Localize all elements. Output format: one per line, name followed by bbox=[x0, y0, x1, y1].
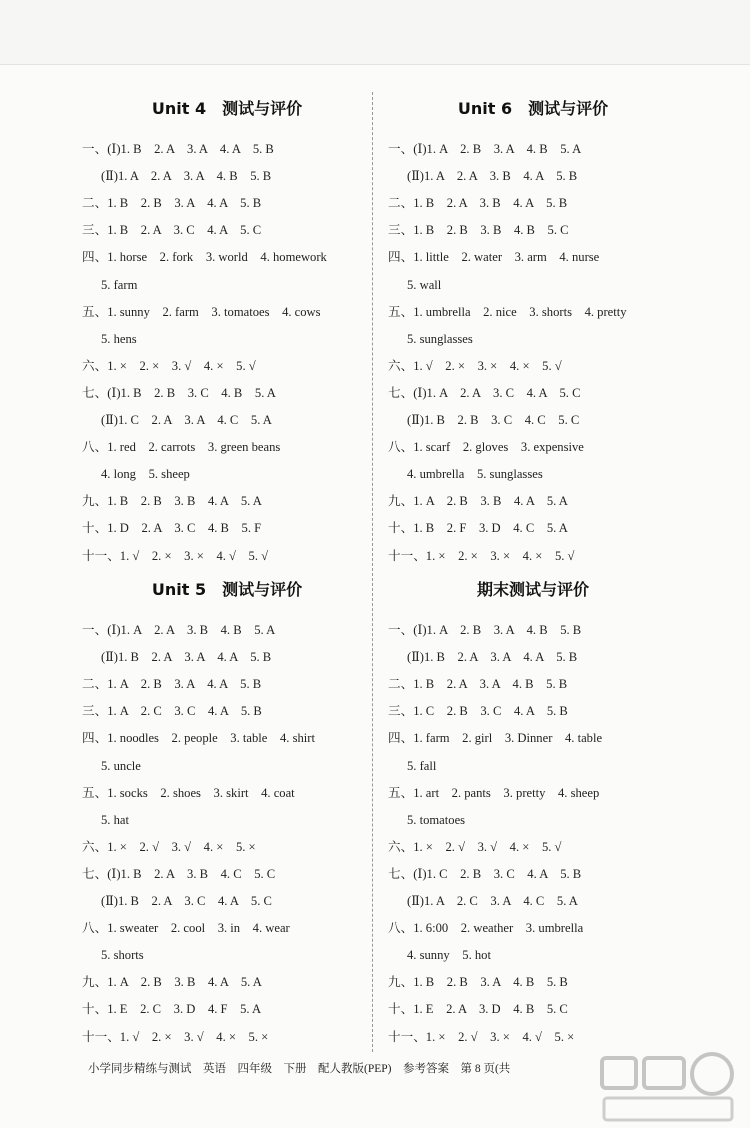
answer-line: (Ⅱ)1. B 2. A 3. A 4. A 5. B bbox=[101, 650, 272, 665]
answer-line: 八、1. sweater 2. cool 3. in 4. wear bbox=[82, 921, 290, 936]
answer-line: 十、1. B 2. F 3. D 4. C 5. A bbox=[388, 521, 568, 536]
answer-line: 五、1. umbrella 2. nice 3. shorts 4. pretty bbox=[388, 304, 627, 319]
answer-line: 5. farm bbox=[101, 277, 138, 292]
top-scan-band bbox=[0, 0, 750, 65]
answer-line: 七、(Ⅰ)1. B 2. A 3. B 4. C 5. C bbox=[82, 866, 276, 881]
answer-line: 一、(Ⅰ)1. A 2. A 3. B 4. B 5. A bbox=[82, 623, 276, 637]
answer-line: 四、1. farm 2. girl 3. Dinner 4. table bbox=[388, 731, 603, 746]
answer-line: 5. fall bbox=[407, 758, 437, 773]
answer-line: 五、1. art 2. pants 3. pretty 4. sheep bbox=[388, 785, 600, 800]
answer-line: 六、1. × 2. √ 3. √ 4. × 5. √ bbox=[388, 839, 562, 854]
answer-line: 4. sunny 5. hot bbox=[407, 948, 491, 963]
page-footer: 小学同步精练与测试 英语 四年级 下册 配人教版(PEP) 参考答案 第 8 页(共 bbox=[88, 1063, 511, 1075]
answer-line: 5. hens bbox=[101, 331, 137, 346]
answer-line: 七、(Ⅰ)1. A 2. A 3. C 4. A 5. C bbox=[388, 385, 581, 400]
column-divider bbox=[372, 92, 373, 1052]
answer-line: 5. shorts bbox=[101, 948, 144, 963]
answer-line: 四、1. horse 2. fork 3. world 4. homework bbox=[82, 250, 327, 265]
answer-line: 二、1. B 2. A 3. A 4. B 5. B bbox=[388, 677, 568, 692]
answer-line: 5. uncle bbox=[101, 758, 141, 773]
answer-line: 十、1. D 2. A 3. C 4. B 5. F bbox=[82, 521, 262, 536]
answer-line: 三、1. B 2. B 3. B 4. B 5. C bbox=[388, 223, 569, 238]
answer-line: 三、1. C 2. B 3. C 4. A 5. B bbox=[388, 704, 568, 719]
answer-line: 九、1. A 2. B 3. B 4. A 5. A bbox=[388, 494, 568, 509]
answer-line: 十一、1. × 2. × 3. × 4. × 5. √ bbox=[388, 548, 575, 563]
answer-line: 三、1. B 2. A 3. C 4. A 5. C bbox=[82, 223, 262, 238]
answer-line: 4. umbrella 5. sunglasses bbox=[407, 467, 543, 482]
answer-line: 5. wall bbox=[407, 277, 442, 292]
answer-line: (Ⅱ)1. A 2. A 3. B 4. A 5. B bbox=[407, 169, 578, 184]
answer-line: (Ⅱ)1. A 2. C 3. A 4. C 5. A bbox=[407, 894, 578, 908]
answer-line: 七、(Ⅰ)1. B 2. B 3. C 4. B 5. A bbox=[82, 385, 276, 400]
answer-line: 十一、1. √ 2. × 3. × 4. √ 5. √ bbox=[82, 548, 269, 563]
faint-header-mark bbox=[718, 24, 740, 47]
answer-line: (Ⅱ)1. C 2. A 3. A 4. C 5. A bbox=[101, 413, 272, 427]
answer-line: 八、1. red 2. carrots 3. green beans bbox=[82, 440, 281, 455]
answer-line: (Ⅱ)1. A 2. A 3. A 4. B 5. B bbox=[101, 169, 272, 184]
answer-line: 三、1. A 2. C 3. C 4. A 5. B bbox=[82, 704, 262, 719]
answer-line: 十一、1. √ 2. × 3. √ 4. × 5. × bbox=[82, 1029, 269, 1044]
answer-line: 九、1. B 2. B 3. A 4. B 5. B bbox=[388, 975, 568, 990]
answer-line: 5. sunglasses bbox=[407, 331, 473, 346]
answer-line: 八、1. 6:00 2. weather 3. umbrella bbox=[388, 921, 584, 936]
section-title: Unit 6 测试与评价 bbox=[457, 99, 609, 118]
answer-line: 十、1. E 2. A 3. D 4. B 5. C bbox=[388, 1002, 568, 1017]
answer-line: 九、1. A 2. B 3. B 4. A 5. A bbox=[82, 975, 262, 990]
answer-line: 一、(Ⅰ)1. B 2. A 3. A 4. A 5. B bbox=[82, 142, 274, 156]
answer-line: 四、1. little 2. water 3. arm 4. nurse bbox=[388, 250, 600, 265]
answer-line: 二、1. B 2. A 3. B 4. A 5. B bbox=[388, 196, 568, 211]
answer-line: 十、1. E 2. C 3. D 4. F 5. A bbox=[82, 1002, 262, 1017]
answer-line: 七、(Ⅰ)1. C 2. B 3. C 4. A 5. B bbox=[388, 866, 582, 881]
answer-line: 4. long 5. sheep bbox=[101, 467, 190, 482]
answer-line: (Ⅱ)1. B 2. A 3. C 4. A 5. C bbox=[101, 894, 272, 908]
answer-line: 五、1. sunny 2. farm 3. tomatoes 4. cows bbox=[82, 304, 321, 319]
answer-line: 六、1. × 2. × 3. √ 4. × 5. √ bbox=[82, 358, 256, 373]
answer-line: 八、1. scarf 2. gloves 3. expensive bbox=[388, 440, 584, 455]
answer-line: 六、1. √ 2. × 3. × 4. × 5. √ bbox=[388, 358, 562, 373]
answer-line: 十一、1. × 2. √ 3. × 4. √ 5. × bbox=[388, 1029, 575, 1044]
answer-line: 一、(Ⅰ)1. A 2. B 3. A 4. B 5. A bbox=[388, 142, 582, 156]
answer-line: 5. tomatoes bbox=[407, 812, 466, 827]
answer-line: (Ⅱ)1. B 2. A 3. A 4. A 5. B bbox=[407, 650, 578, 665]
answer-line: 六、1. × 2. √ 3. √ 4. × 5. × bbox=[82, 839, 256, 854]
answer-line: 5. hat bbox=[101, 812, 129, 827]
answer-line: 一、(Ⅰ)1. A 2. B 3. A 4. B 5. B bbox=[388, 623, 582, 637]
watermark-logo bbox=[592, 1048, 742, 1126]
answer-line: 四、1. noodles 2. people 3. table 4. shirt bbox=[82, 731, 315, 746]
answer-line: 九、1. B 2. B 3. B 4. A 5. A bbox=[82, 494, 262, 509]
answer-line: 二、1. B 2. B 3. A 4. A 5. B bbox=[82, 196, 262, 211]
answer-line: (Ⅱ)1. B 2. B 3. C 4. C 5. C bbox=[407, 413, 580, 427]
answer-line: 五、1. socks 2. shoes 3. skirt 4. coat bbox=[82, 785, 295, 800]
section-title: 期末测试与评价 bbox=[476, 580, 589, 599]
answer-line: 二、1. A 2. B 3. A 4. A 5. B bbox=[82, 677, 262, 692]
section-title: Unit 5 测试与评价 bbox=[151, 580, 303, 599]
section-title: Unit 4 测试与评价 bbox=[151, 99, 303, 118]
